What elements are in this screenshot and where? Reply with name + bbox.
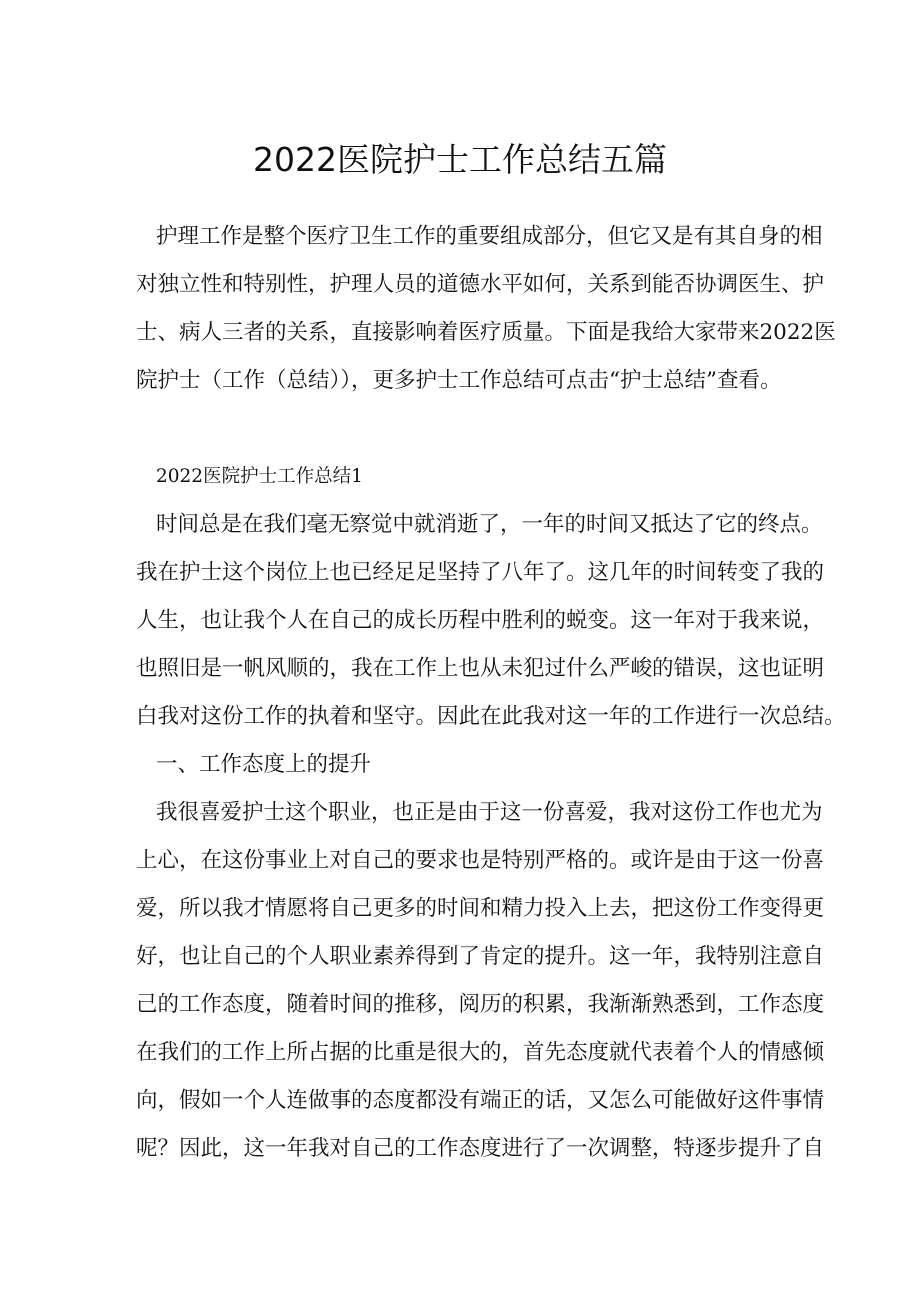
para2-line-2: 上心，在这份事业上对自己的要求也是特别严格的。或许是由于这一份喜 <box>136 848 825 873</box>
para1-line-3: 人生，也让我个人在自己的成长历程中胜利的蜕变。这一年对于我来说， <box>136 608 825 633</box>
para2-line-7: 向，假如一个人连做事的态度都没有端正的话，又怎么可能做好这件事情 <box>136 1088 825 1113</box>
para2-line-8: 呢？因此，这一年我对自己的工作态度进行了一次调整，特逐步提升了自 <box>136 1136 825 1161</box>
para1-line-5: 白我对这份工作的执着和坚守。因此在此我对这一年的工作进行一次总结。 <box>136 704 846 729</box>
para1-line-2: 我在护士这个岗位上也已经足足坚持了八年了。这几年的时间转变了我的 <box>136 560 825 585</box>
subheading: 一、工作态度上的提升 <box>156 752 372 777</box>
para2-line-5: 己的工作态度，随着时间的推移，阅历的积累，我渐渐熟悉到，工作态度 <box>136 992 825 1017</box>
intro-line-2: 对独立性和特别性，护理人员的道德水平如何，关系到能否协调医生、护 <box>136 272 825 297</box>
intro-line-1: 护理工作是整个医疗卫生工作的重要组成部分，但它又是有其自身的相 <box>156 224 823 249</box>
para2-line-4: 好，也让自己的个人职业素养得到了肯定的提升。这一年，我特别注意自 <box>136 944 825 969</box>
para2-line-3: 爱，所以我才情愿将自己更多的时间和精力投入上去，把这份工作变得更 <box>136 896 825 921</box>
intro-line-3: 士、病人三者的关系，直接影响着医疗质量。下面是我给大家带来2022医 <box>136 320 836 345</box>
section-heading: 2022医院护士工作总结1 <box>156 466 363 487</box>
intro-line-4: 院护士（工作（总结）），更多护士工作总结可点击“护士总结”查看。 <box>136 368 782 393</box>
para1-line-1: 时间总是在我们毫无察觉中就消逝了，一年的时间又抵达了它的终点。 <box>156 512 823 537</box>
para1-line-4: 也照旧是一帆风顺的，我在工作上也从未犯过什么严峻的错误，这也证明 <box>136 656 825 681</box>
para2-line-1: 我很喜爱护士这个职业，也正是由于这一份喜爱，我对这份工作也尤为 <box>156 800 823 825</box>
document-title: 2022医院护士工作总结五篇 <box>253 140 667 179</box>
para2-line-6: 在我们的工作上所占据的比重是很大的，首先态度就代表着个人的情感倾 <box>136 1040 825 1065</box>
